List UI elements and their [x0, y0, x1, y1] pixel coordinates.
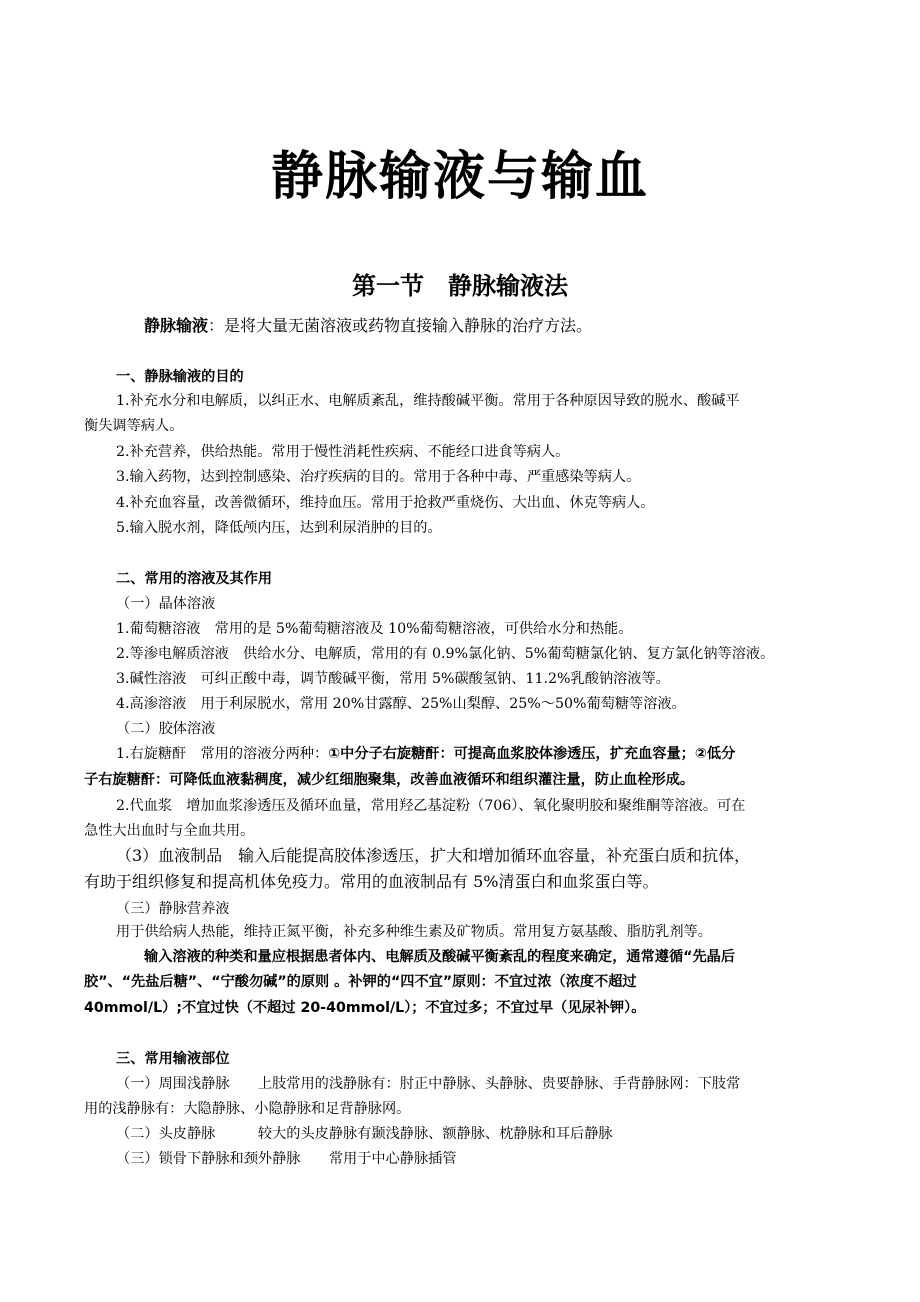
plasma-substitute-cont: 急性大出血时与全血共用。 [84, 823, 255, 839]
purpose-item-cont: 衡失调等病人。 [84, 418, 184, 434]
subheading-crystal: （一）晶体溶液 [116, 596, 216, 612]
site-item: （一）周围浅静脉 上肢常用的浅静脉有：肘正中静脉、头静脉、贵要静脉、手背静脉网：下肢常 [116, 1076, 741, 1092]
plasma-substitute: 2.代血浆 增加血浆渗透压及循环血量，常用羟乙基淀粉（706）、氧化聚明胶和聚维酮等溶液。可在 [116, 798, 746, 814]
site-item: （二）头皮静脉 较大的头皮静脉有颞浅静脉、额静脉、枕静脉和耳后静脉 [116, 1126, 613, 1142]
infusion-rule-cont: 胶”、“先盐后糖”、“宁酸勿碱”的原则 。补钾的“四不宜”原则：不宜过浓（浓度不超过 [84, 974, 637, 990]
definition-term: 静脉输液 [144, 316, 209, 335]
document-title: 静脉输液与输血 [270, 147, 649, 207]
blood-products: （3）血液制品 输入后能提高胶体渗透压，扩大和增加循环血容量，补充蛋白质和抗体， [116, 846, 751, 865]
blood-products-cont: 有助于组织修复和提高机体免疫力。常用的血液制品有 5%清蛋白和血浆蛋白等。 [84, 872, 659, 891]
heading-solutions: 二、常用的溶液及其作用 [116, 571, 273, 587]
purpose-item: 3.输入药物，达到控制感染、治疗疾病的目的。常用于各种中毒、严重感染等病人。 [116, 469, 641, 485]
potassium-rule: 40mmol/L）;不宜过快（不超过 20-40mmol/L）；不宜过多；不宜过早（见尿补钾）。 [84, 1000, 646, 1016]
subheading-nutrition: （三）静脉营养液 [116, 901, 230, 917]
purpose-item: 1.补充水分和电解质，以纠正水、电解质紊乱，维持酸碱平衡。常用于各种原因导致的脱水、酸碱平 [116, 393, 740, 409]
definition-text: ：是将大量无菌溶液或药物直接输入静脉的治疗方法。 [208, 316, 593, 335]
nutrition-text: 用于供给病人热能，维持正氮平衡，补充多种维生素及矿物质。常用复方氨基酸、脂肪乳剂等。 [116, 924, 712, 940]
crystal-item: 4.高渗溶液 用于利尿脱水，常用 20%甘露醇、25%山梨醇、25%～50%葡萄糖等溶液。 [116, 696, 686, 712]
crystal-item: 1.葡萄糖溶液 常用的是 5%葡萄糖溶液及 10%葡萄糖溶液，可供给水分和热能。 [116, 621, 633, 637]
dextran-intro: 1.右旋糖酐 常用的溶液分两种： [116, 746, 329, 762]
section-title: 第一节 静脉输液法 [352, 272, 568, 300]
purpose-item: 5.输入脱水剂，降低颅内压，达到利尿消肿的目的。 [116, 520, 442, 536]
heading-purpose: 一、静脉输液的目的 [116, 369, 244, 385]
site-item-cont: 用的浅静脉有：大隐静脉、小隐静脉和足背静脉网。 [84, 1101, 411, 1117]
purpose-item: 4.补充血容量，改善微循环，维持血压。常用于抢救严重烧伤、大出血、休克等病人。 [116, 495, 655, 511]
definition-line [144, 313, 904, 339]
dextran-types: ①中分子右旋糖酐：可提高血浆胶体渗透压，扩充血容量；②低分 [328, 746, 736, 762]
subheading-colloid: （二）胶体溶液 [116, 721, 216, 737]
site-item: （三）锁骨下静脉和颈外静脉 常用于中心静脉插管 [116, 1151, 457, 1167]
crystal-item: 3.碱性溶液 可纠正酸中毒，调节酸碱平衡，常用 5%碳酸氢钠、11.2%乳酸钠溶液等。 [116, 671, 670, 687]
purpose-item: 2.补充营养，供给热能。常用于慢性消耗性疾病、不能经口进食等病人。 [116, 444, 570, 460]
crystal-item: 2.等渗电解质溶液 供给水分、电解质，常用的有 0.9%氯化钠、5%葡萄糖氯化钠、复方氯化钠等溶液。 [116, 646, 775, 662]
dextran-line [116, 741, 876, 767]
heading-sites: 三、常用输液部位 [116, 1051, 230, 1067]
dextran-cont: 子右旋糖酐：可降低血液黏稠度，减少红细胞聚集，改善血液循环和组织灌注量，防止血栓形成。 [84, 772, 695, 788]
infusion-rule: 输入溶液的种类和量应根据患者体内、电解质及酸碱平衡紊乱的程度来确定，通常遵循“先晶后 [144, 949, 736, 965]
